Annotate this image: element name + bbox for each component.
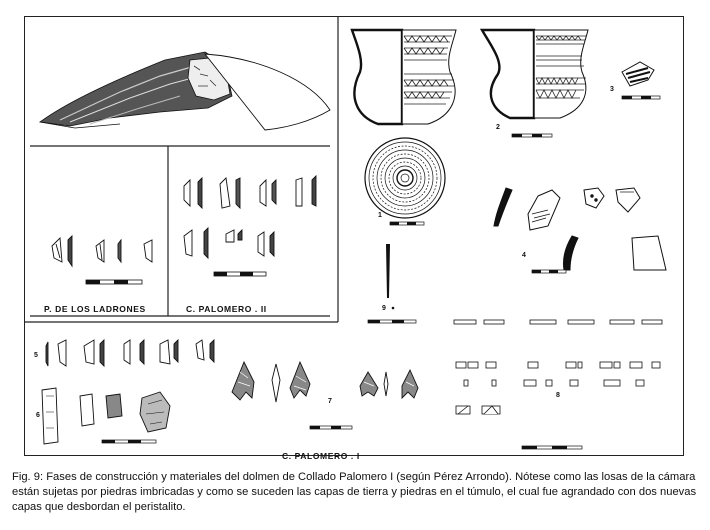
beads-scale-bar xyxy=(522,446,582,449)
item-number-1: 1 xyxy=(378,212,382,219)
bone-pin-9 xyxy=(386,244,394,309)
pottery-vessel-1 xyxy=(352,30,456,124)
dolmen-section-drawing xyxy=(40,52,330,130)
pottery-vessel-2 xyxy=(482,30,588,118)
item-number-2: 2 xyxy=(496,124,500,131)
palomero-i-scale-bar-center xyxy=(310,426,352,429)
palomero-i-scale-bar-left xyxy=(102,440,156,443)
item-number-5: 5 xyxy=(34,352,38,359)
sherd-3-scale-bar xyxy=(622,96,660,99)
sherds-4-scale-bar xyxy=(532,270,566,273)
vessels-scale-bar xyxy=(512,134,552,137)
item-number-7: 7 xyxy=(328,398,332,405)
item-number-6: 6 xyxy=(36,412,40,419)
ladrones-microliths xyxy=(52,236,152,266)
pin-scale-bar xyxy=(368,320,416,323)
item-number-9: 9 xyxy=(382,305,386,312)
sherds-group-4 xyxy=(494,188,666,270)
palomero-ii-scale-bar xyxy=(214,272,266,276)
beads-group-8 xyxy=(454,320,662,414)
item-number-3: 3 xyxy=(610,86,614,93)
arrowheads-7 xyxy=(232,362,418,402)
figure-caption: Fig. 9: Fases de construcción y materiales del dolmen de Collado Palomero I (según Pérez Arrondo). Nótese como las losas de la cámara están sujetas por piedras imbricadas y como se suceden las capas de tierra y piedras en el túmulo, el cual fue agrandado con dos nuevas capas que desbordan el peristalito. xyxy=(12,471,697,513)
palomero-ii-microliths xyxy=(184,176,316,258)
disc-scale-bar xyxy=(390,222,424,225)
item-number-8: 8 xyxy=(556,392,560,399)
item-number-4: 4 xyxy=(522,252,526,259)
ladrones-scale-bar xyxy=(86,280,142,284)
decorated-disc-base xyxy=(365,138,445,218)
decorated-sherd-3 xyxy=(622,62,654,86)
label-p-ladrones: P. DE LOS LADRONES xyxy=(44,304,146,314)
label-palomero-ii: C. PALOMERO . II xyxy=(186,304,267,314)
palomero-i-blades-6 xyxy=(42,388,170,444)
palomero-i-microliths-5 xyxy=(46,340,214,366)
label-palomero-i: C. PALOMERO . I xyxy=(282,451,360,461)
